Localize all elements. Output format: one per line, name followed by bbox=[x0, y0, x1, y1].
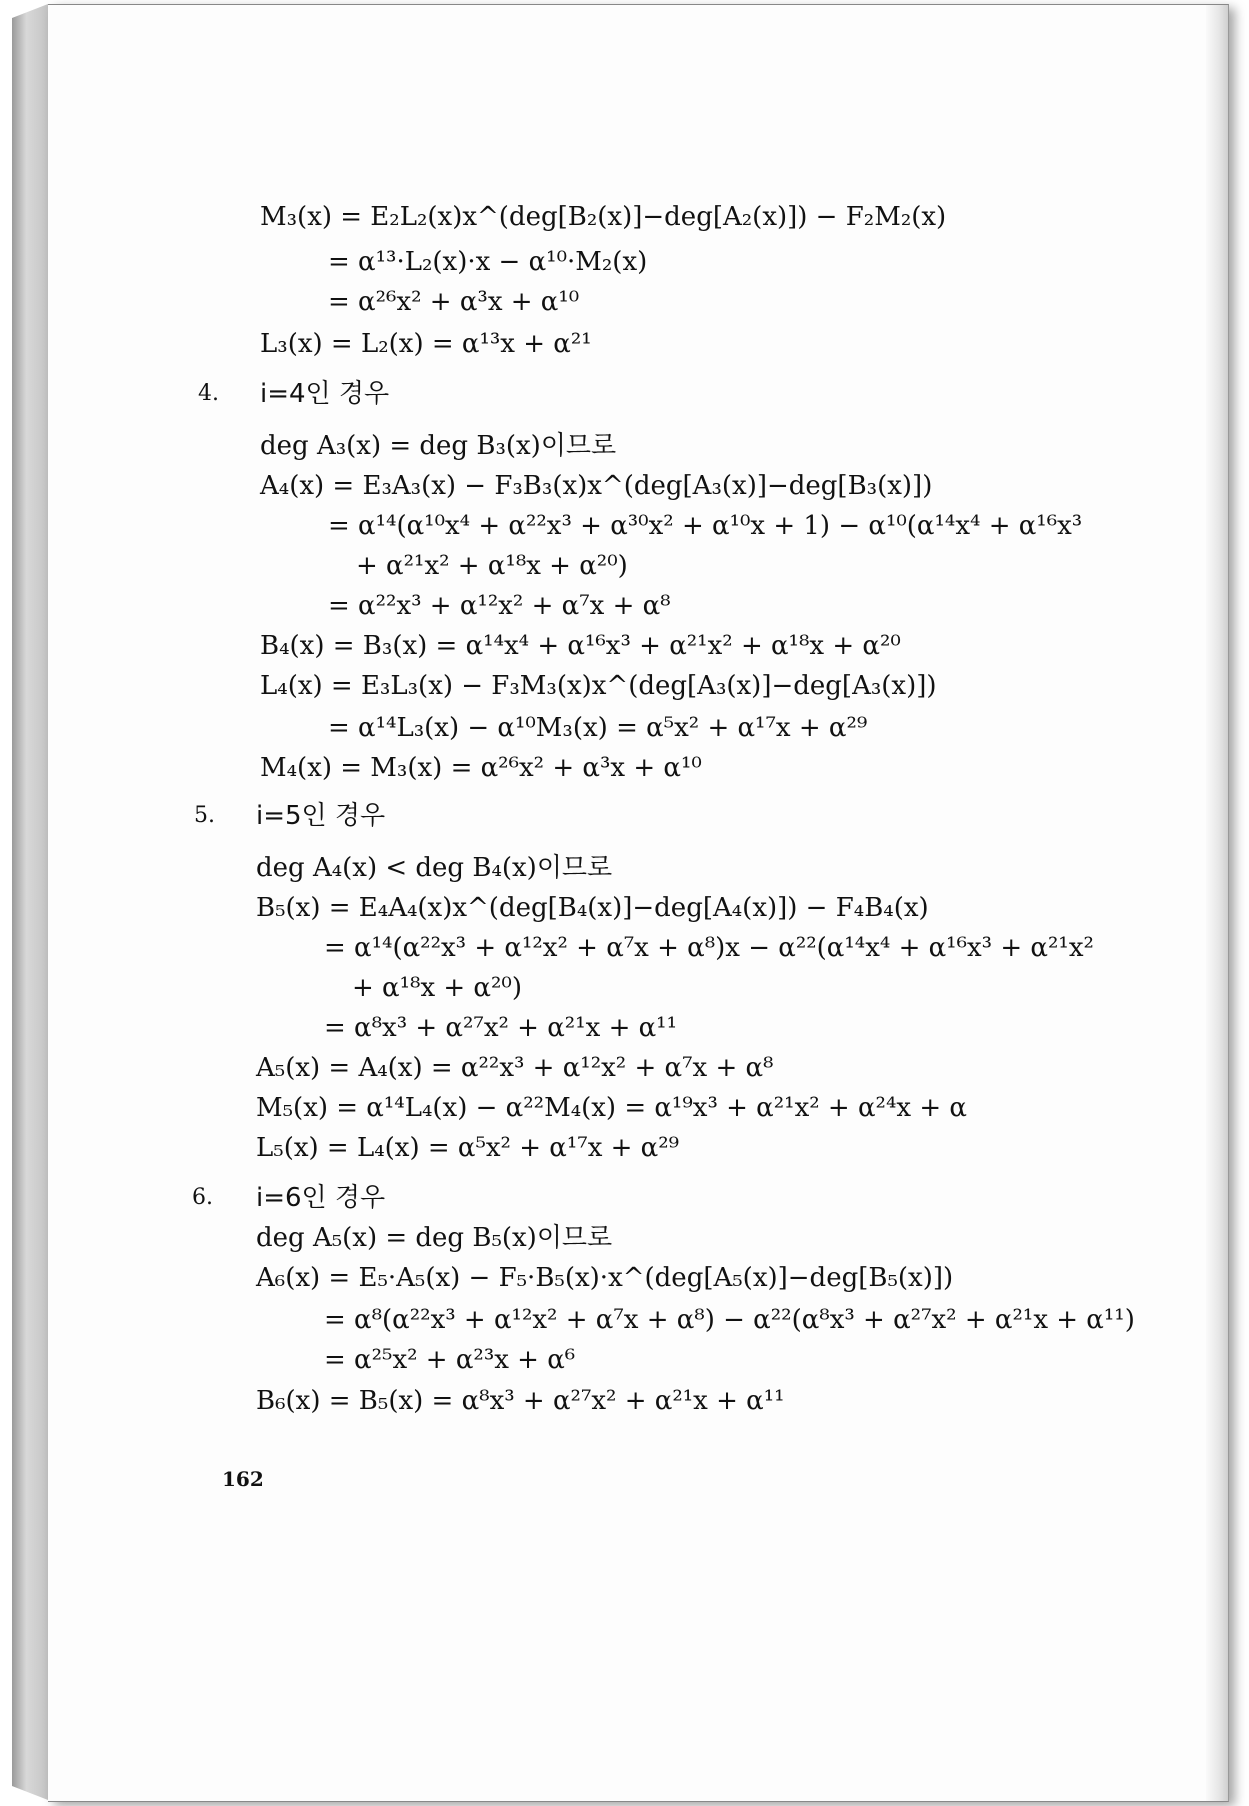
equation-line: = α²⁶x² + α³x + α¹⁰ bbox=[328, 287, 580, 317]
equation-line: B₅(x) = E₄A₄(x)x^(deg[B₄(x)]−deg[A₄(x)]) − F₄B₄(x) bbox=[256, 893, 929, 923]
equation-line: B₆(x) = B₅(x) = α⁸x³ + α²⁷x² + α²¹x + α¹¹ bbox=[256, 1386, 785, 1416]
equation-line: = α²²x³ + α¹²x² + α⁷x + α⁸ bbox=[328, 591, 671, 621]
step-heading: i=6인 경우 bbox=[256, 1183, 386, 1213]
equation-line: = α⁸x³ + α²⁷x² + α²¹x + α¹¹ bbox=[324, 1013, 678, 1043]
page-content bbox=[48, 5, 1228, 1801]
step-heading: i=5인 경우 bbox=[256, 801, 386, 831]
equation-line: = α²⁵x² + α²³x + α⁶ bbox=[324, 1345, 576, 1375]
book-spine bbox=[12, 4, 48, 1800]
equation-line: + α²¹x² + α¹⁸x + α²⁰) bbox=[356, 551, 628, 581]
equation-line: deg A₄(x) < deg B₄(x)이므로 bbox=[256, 853, 613, 883]
equation-line: deg A₅(x) = deg B₅(x)이므로 bbox=[256, 1223, 613, 1253]
equation-line: A₄(x) = E₃A₃(x) − F₃B₃(x)x^(deg[A₃(x)]−deg[B₃(x)]) bbox=[260, 471, 933, 501]
equation-line: = α¹⁴L₃(x) − α¹⁰M₃(x) = α⁵x² + α¹⁷x + α²⁹ bbox=[328, 713, 868, 743]
step-number: 5. bbox=[194, 803, 215, 828]
equation-line: A₆(x) = E₅·A₅(x) − F₅·B₅(x)·x^(deg[A₅(x)]−deg[B₅(x)]) bbox=[256, 1263, 954, 1293]
page-number: 162 bbox=[222, 1467, 264, 1491]
equation-line: L₅(x) = L₄(x) = α⁵x² + α¹⁷x + α²⁹ bbox=[256, 1133, 680, 1163]
equation-line: M₅(x) = α¹⁴L₄(x) − α²²M₄(x) = α¹⁹x³ + α²¹x² + α²⁴x + α bbox=[256, 1093, 967, 1123]
step-number: 6. bbox=[192, 1185, 213, 1210]
equation-line: = α¹³·L₂(x)·x − α¹⁰·M₂(x) bbox=[328, 247, 648, 277]
step-number: 4. bbox=[198, 381, 219, 406]
equation-line: + α¹⁸x + α²⁰) bbox=[352, 973, 522, 1003]
page bbox=[48, 4, 1229, 1802]
equation-line: deg A₃(x) = deg B₃(x)이므로 bbox=[260, 431, 617, 461]
equation-line: L₃(x) = L₂(x) = α¹³x + α²¹ bbox=[260, 329, 592, 359]
step-heading: i=4인 경우 bbox=[260, 379, 390, 409]
equation-line: = α⁸(α²²x³ + α¹²x² + α⁷x + α⁸) − α²²(α⁸x³ + α²⁷x² + α²¹x + α¹¹) bbox=[324, 1305, 1135, 1335]
equation-line: L₄(x) = E₃L₃(x) − F₃M₃(x)x^(deg[A₃(x)]−deg[A₃(x)]) bbox=[260, 671, 937, 701]
equation-line: = α¹⁴(α¹⁰x⁴ + α²²x³ + α³⁰x² + α¹⁰x + 1) − α¹⁰(α¹⁴x⁴ + α¹⁶x³ bbox=[328, 511, 1083, 541]
equation-line: = α¹⁴(α²²x³ + α¹²x² + α⁷x + α⁸)x − α²²(α¹⁴x⁴ + α¹⁶x³ + α²¹x² bbox=[324, 933, 1094, 963]
equation-line: M₃(x) = E₂L₂(x)x^(deg[B₂(x)]−deg[A₂(x)]) − F₂M₂(x) bbox=[260, 202, 947, 232]
equation-line: A₅(x) = A₄(x) = α²²x³ + α¹²x² + α⁷x + α⁸ bbox=[256, 1053, 774, 1083]
equation-line: B₄(x) = B₃(x) = α¹⁴x⁴ + α¹⁶x³ + α²¹x² + α¹⁸x + α²⁰ bbox=[260, 631, 901, 661]
equation-line: M₄(x) = M₃(x) = α²⁶x² + α³x + α¹⁰ bbox=[260, 753, 702, 783]
